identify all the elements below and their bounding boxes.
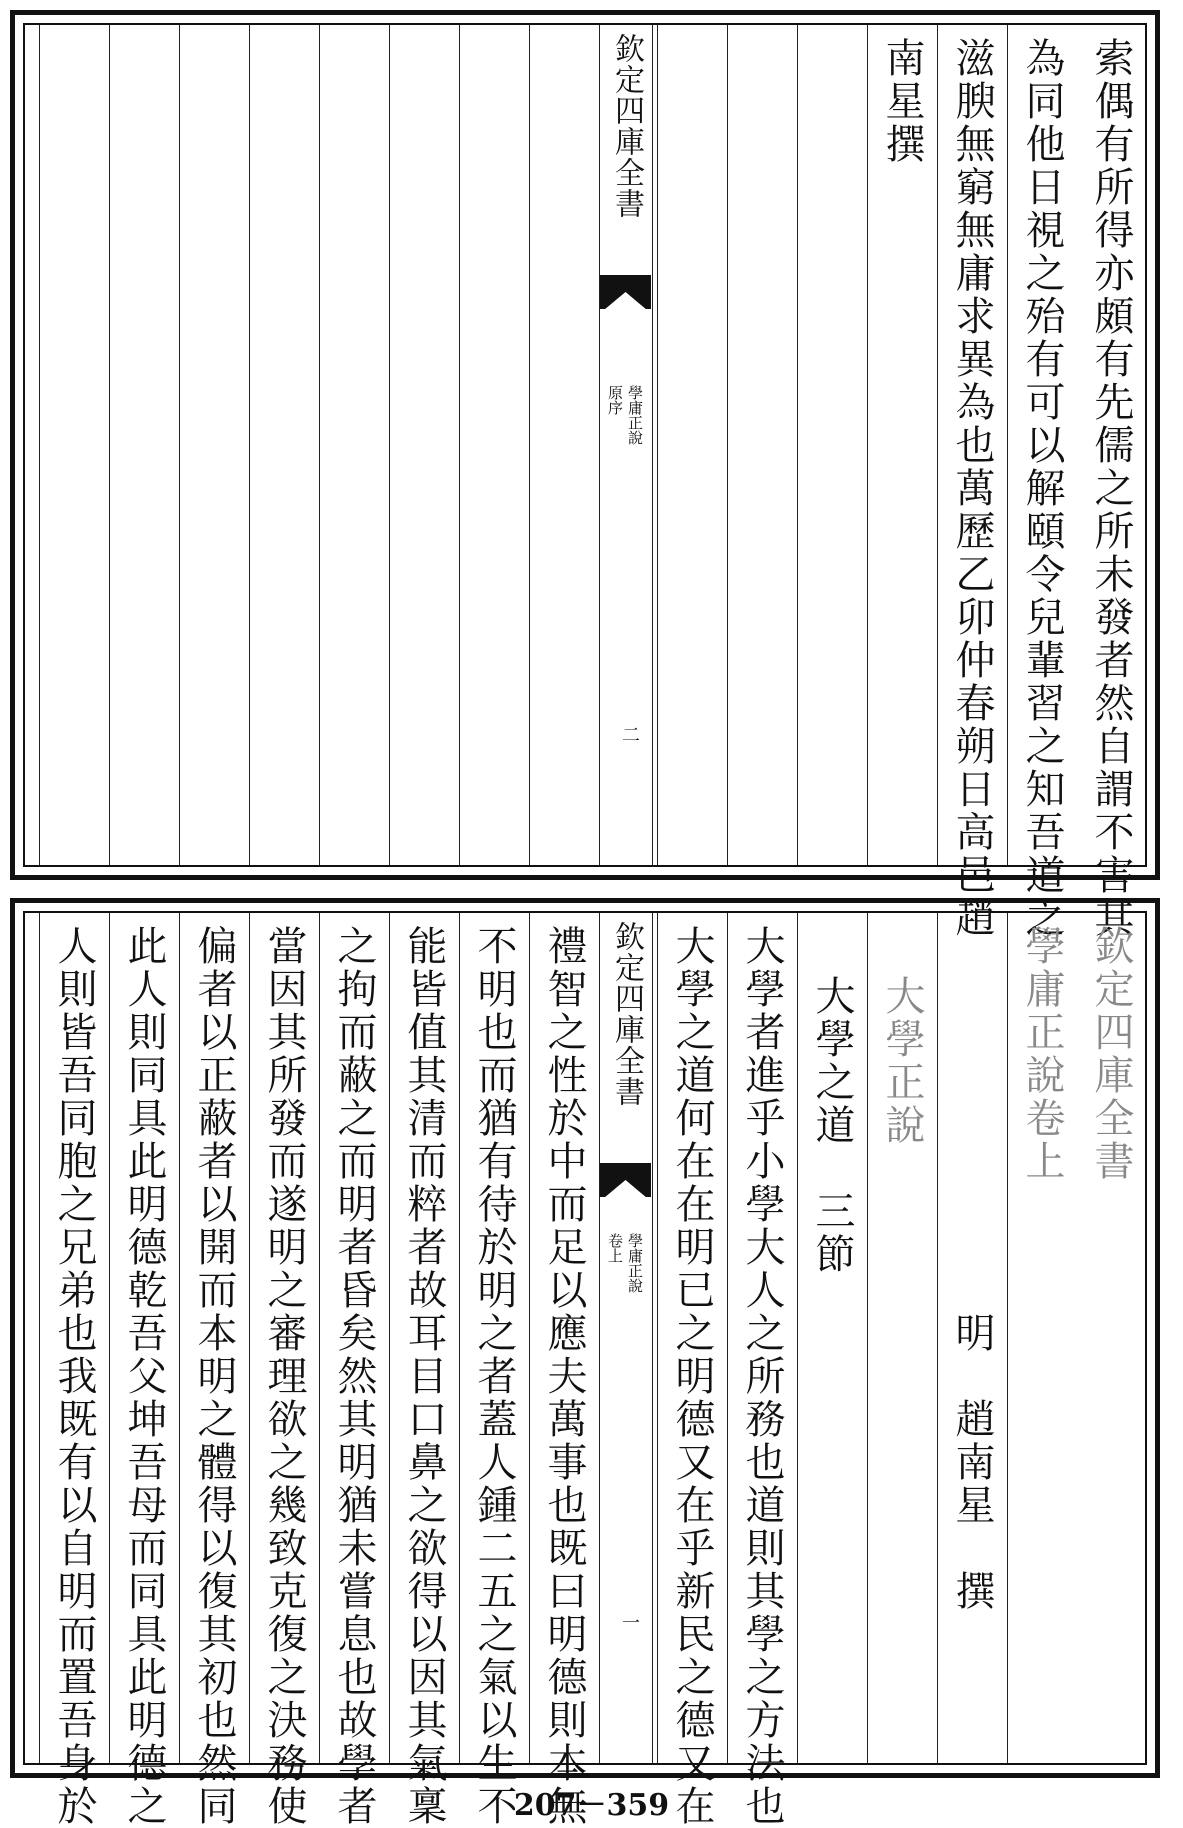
- bottom-left-text-8: 人則皆吾同胞之兄弟也我既有以自明而置吾身於: [51, 925, 97, 1828]
- top-text-column-4: [867, 25, 937, 865]
- top-text-column-3: [937, 25, 1007, 940]
- bottom-left-text-7: 此人則同具此明德乾吾父坤吾母而同具此明德之: [121, 925, 167, 1828]
- fish-tail-mark-icon: [600, 275, 651, 309]
- bottom-left-column-5: [249, 913, 319, 1828]
- bottom-right-column-2: [1007, 913, 1077, 1763]
- top-empty-column: [389, 25, 459, 865]
- bottom-left-text-2: 不明也而猶有待於明之者蓋人鍾二五之氣以生不: [471, 925, 517, 1828]
- bottom-right-column-7: [657, 913, 727, 1828]
- top-gutter: [599, 25, 653, 865]
- top-empty-column: [459, 25, 529, 865]
- top-text-column-1: [1077, 25, 1151, 940]
- bottom-left-column-7: [109, 913, 179, 1828]
- top-empty-column: [179, 25, 249, 865]
- gutter-page-number: 二: [619, 725, 640, 743]
- bottom-left-text-5: 當因其所發而遂明之審理欲之幾致克復之決務使: [261, 925, 307, 1828]
- bottom-right-column-5: [797, 913, 867, 1763]
- top-column-text-3: 滋腴無窮無庸求異為也萬歷乙卯仲春朔日高邑趙: [949, 37, 995, 940]
- bottom-left-text-3: 能皆值其清而粹者故耳目口鼻之欲得以因其氣稟: [401, 925, 447, 1828]
- chapter-heading: 大學之道 三節: [809, 975, 855, 1276]
- top-empty-column: [319, 25, 389, 865]
- bottom-right-column-6: [727, 913, 797, 1828]
- top-page-panel: [10, 10, 1160, 940]
- bottom-left-text-1: 禮智之性於中而足以應夫萬事也既曰明德則本無: [541, 925, 587, 1828]
- bottom-volume-title: 學庸正說卷上: [1019, 925, 1065, 1183]
- top-empty-column: [797, 25, 867, 865]
- gutter-title: 欽定四庫全書: [609, 33, 644, 219]
- top-text-column-2: [1007, 25, 1077, 940]
- author-line: 明 趙南星 撰: [949, 925, 995, 1613]
- bottom-right-column-3: [937, 913, 1007, 1763]
- section-heading: 大學正說: [879, 975, 925, 1147]
- gutter-section: 卷上: [606, 1233, 624, 1263]
- top-empty-column: [109, 25, 179, 865]
- bottom-column-text-7: 大學之道何在在明已之明德又在乎新民之德又在: [669, 925, 715, 1828]
- gutter-spacer: [637, 913, 657, 1763]
- top-page-frame: [23, 23, 1147, 940]
- top-empty-column: [39, 25, 109, 865]
- bottom-left-column-2: [459, 913, 529, 1828]
- bottom-right-column-4: [867, 913, 937, 1763]
- bottom-left-column-8: [39, 913, 109, 1828]
- top-empty-column: [249, 25, 319, 865]
- bottom-left-column-4: [319, 913, 389, 1828]
- bottom-left-text-6: 偏者以正蔽者以開而本明之體得以復其初也然同: [191, 925, 237, 1828]
- gutter-title: 欽定四庫全書: [609, 921, 644, 1107]
- bottom-header-title: 欽定四庫全書: [1088, 925, 1134, 1183]
- bottom-left-column-3: [389, 913, 459, 1828]
- top-column-text-2: 為同他日視之殆有可以解頤令兒輩習之知吾道之: [1019, 37, 1065, 940]
- top-column-text-4: 南星撰: [879, 37, 925, 166]
- gutter-section: 原序: [606, 385, 624, 415]
- page-number: 207－359: [513, 1788, 670, 1823]
- bottom-column-text-6: 大學者進乎小學大人之所務也道則其學之方法也: [739, 925, 785, 1828]
- top-empty-column: [529, 25, 599, 865]
- bottom-left-text-4: 之拘而蔽之而明者昏矣然其明猶未嘗息也故學者: [331, 925, 377, 1828]
- gutter-book-title: 學庸正說: [626, 385, 644, 445]
- gutter-page-number: 一: [619, 1613, 640, 1631]
- top-empty-column: [727, 25, 797, 865]
- bottom-right-column-1: [1077, 913, 1151, 1763]
- top-empty-column: [657, 25, 727, 865]
- bottom-left-column-6: [179, 913, 249, 1828]
- gutter-book-title: 學庸正說: [626, 1233, 644, 1293]
- top-column-text-1: 索偶有所得亦頗有先儒之所未發者然自謂不害其: [1088, 37, 1134, 940]
- bottom-left-column-1: [529, 913, 599, 1828]
